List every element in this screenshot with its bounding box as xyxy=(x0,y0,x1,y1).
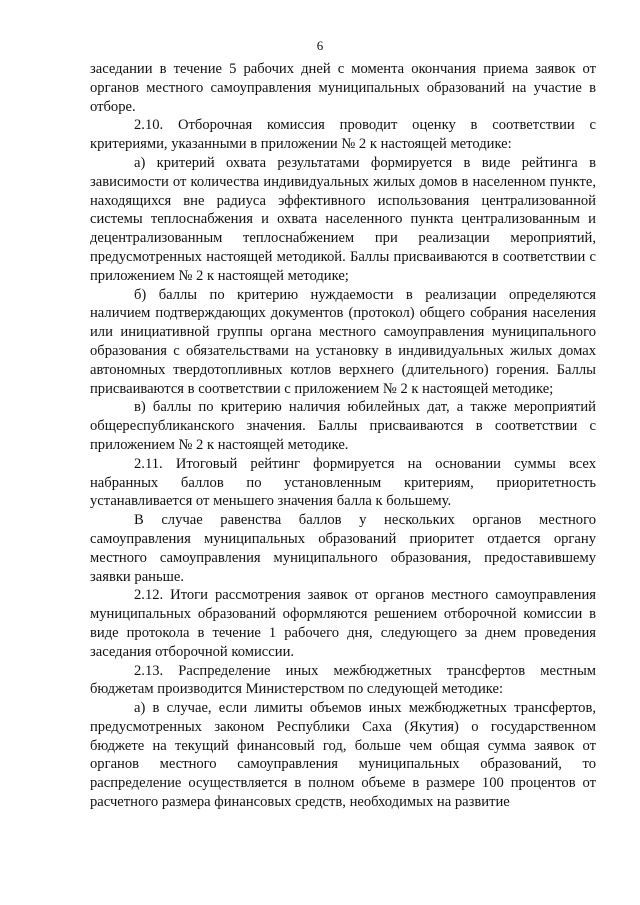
paragraph-2-11-tie: В случае равенства баллов у нескольких органов местного самоуправления муниципальных образований приоритет отдается органу местного самоуправления муниципального образования, предоставившему заявки раньше. xyxy=(90,512,596,585)
paragraph-2-10-b: б) баллы по критерию нуждаемости в реализации определяются наличием подтверждающих документов (протокол) общего собрания населения или инициативной группы органа местного самоуправления муниципального образования с обязательствами на установку в индивидуальных жилых домах автономных твердотопливных котлов верхнего (длительного) горения. Баллы присваиваются в соответствии с приложением № 2 к настоящей методике; xyxy=(90,286,596,397)
paragraph-2-12: 2.12. Итоги рассмотрения заявок от органов местного самоуправления муниципальных образований оформляются решением отборочной комиссии в виде протокола в течение 1 рабочего дня, следующего за днем проведения заседания отборочной комиссии. xyxy=(90,587,596,660)
paragraph-2-10-v: в) баллы по критерию наличия юбилейных дат, а также мероприятий общереспубликанского значения. Баллы присваиваются в соответствии с приложением № 2 к настоящей методике. xyxy=(90,399,596,453)
paragraph-2-10: 2.10. Отборочная комиссия проводит оценку в соответствии с критериями, указанными в приложении № 2 к настоящей методике: xyxy=(90,117,596,153)
document-body xyxy=(90,60,596,812)
page-number: 6 xyxy=(316,38,324,53)
paragraph-2-10-a: а) критерий охвата результатами формируется в виде рейтинга в зависимости от количества индивидуальных жилых домов в населенном пункте, находящихся вне радиуса эффективного использования централизованной системы теплоснабжения и охвата населенного пункта централизованным и децентрализованным теплоснабжением при реализации мероприятий, предусмотренных настоящей методикой. Баллы присваиваются в соответствии с приложением № 2 к настоящей методике; xyxy=(90,154,596,284)
paragraph-2-13: 2.13. Распределение иных межбюджетных трансфертов местным бюджетам производится Министерством по следующей методике: xyxy=(90,662,596,698)
paragraph-2-13-a: а) в случае, если лимиты объемов иных межбюджетных трансфертов, предусмотренных законом Республики Саха (Якутия) о государственном бюджете на текущий финансовый год, больше чем общая сумма заявок от органов местного самоуправления муниципальных образований, то распределение осуществляется в полном объеме в размере 100 процентов от расчетного размера финансовых средств, необходимых на развитие xyxy=(90,700,596,811)
paragraph-continuation: заседании в течение 5 рабочих дней с момента окончания приема заявок от органов местного самоуправления муниципальных образований на участие в отборе. xyxy=(90,61,596,115)
paragraph-2-11: 2.11. Итоговый рейтинг формируется на основании суммы всех набранных баллов по установленным критериям, приоритетность устанавливается от меньшего значения балла к большему. xyxy=(90,455,596,510)
